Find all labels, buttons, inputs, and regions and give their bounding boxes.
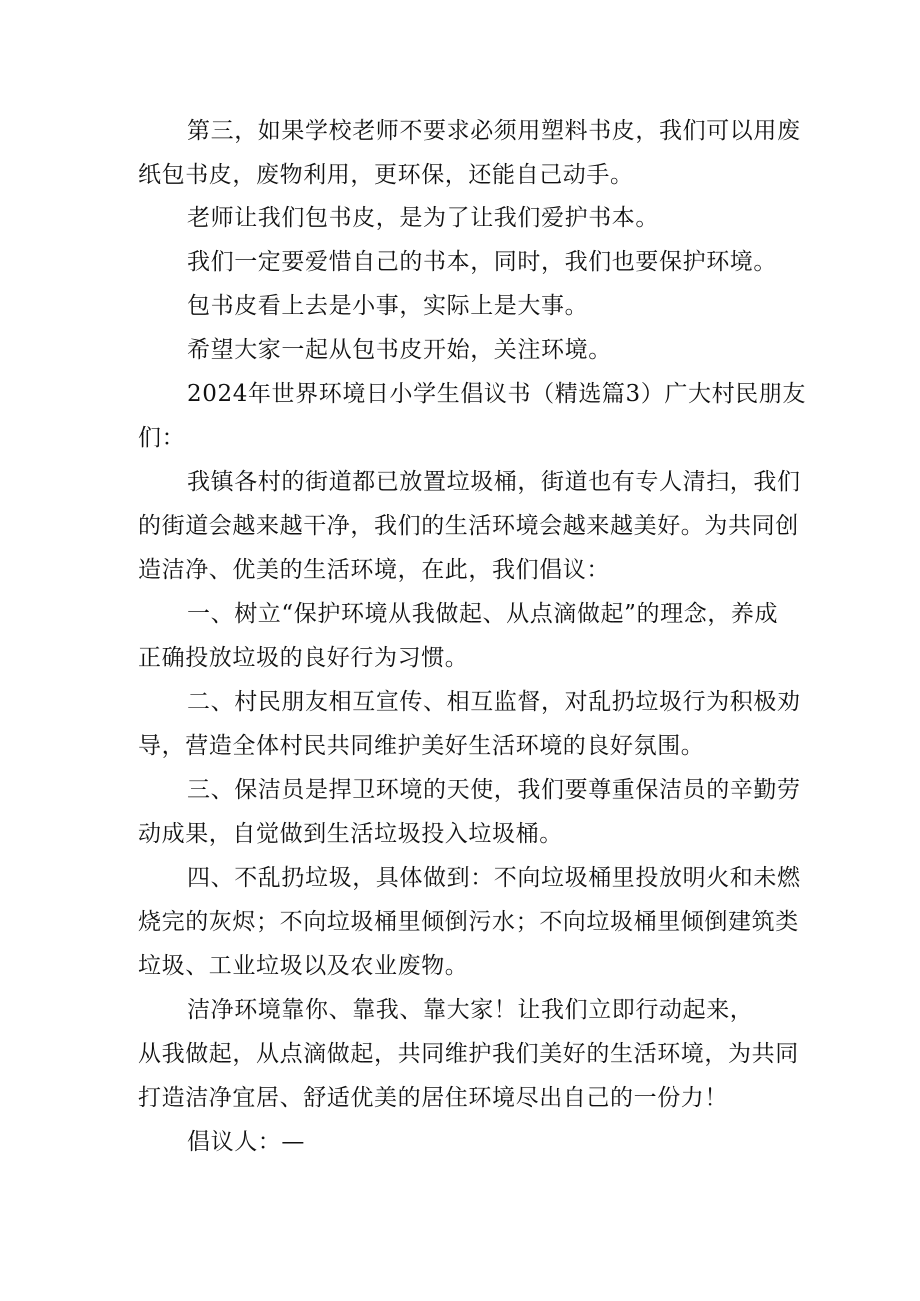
text-line: 三、保洁员是捍卫环境的天使，我们要尊重保洁员的辛勤劳: [187, 777, 801, 803]
text-line: 我们一定要爱惜自己的书本，同时，我们也要保护环境。: [187, 249, 777, 275]
text-line: 二、村民朋友相互宣传、相互监督，对乱扔垃圾行为积极劝: [187, 689, 801, 715]
text-line: 烧完的灰烬；不向垃圾桶里倾倒污水；不向垃圾桶里倾倒建筑类: [138, 909, 799, 935]
text-line: 四、不乱扔垃圾，具体做到：不向垃圾桶里投放明火和未燃: [187, 865, 801, 891]
text-line: 动成果，自觉做到生活垃圾投入垃圾桶。: [138, 821, 563, 847]
text-line: 老师让我们包书皮，是为了让我们爱护书本。: [187, 205, 659, 231]
text-line: 的街道会越来越干净，我们的生活环境会越来越美好。为共同创: [138, 513, 799, 539]
text-line: 一、树立“保护环境从我做起、从点滴做起”的理念，养成: [187, 601, 779, 627]
text-line: 造洁净、优美的生活环境，在此，我们倡议：: [138, 557, 610, 583]
text-line: 导，营造全体村民共同维护美好生活环境的良好氛围。: [138, 733, 705, 759]
text-line: 希望大家一起从包书皮开始，关注环境。: [187, 337, 612, 363]
text-line: 纸包书皮，废物利用，更环保，还能自己动手。: [138, 162, 634, 188]
text-line: 第三，如果学校老师不要求必须用塑料书皮，我们可以用废: [187, 118, 801, 144]
text-line: 我镇各村的街道都已放置垃圾桶，街道也有专人清扫，我们: [187, 469, 801, 495]
text-line: 打造洁净宜居、舒适优美的居住环境尽出自己的一份力！: [138, 1085, 728, 1111]
text-line: 从我做起，从点滴做起，共同维护我们美好的生活环境，为共同: [138, 1041, 799, 1067]
text-line: 洁净环境靠你、靠我、靠大家！让我们立即行动起来，: [187, 997, 754, 1023]
text-line: 们：: [138, 425, 186, 451]
text-line: 垃圾、工业垃圾以及农业废物。: [138, 953, 469, 979]
text-line: 2024年世界环境日小学生倡议书（精选篇3）广大村民朋友: [187, 381, 806, 407]
signature-line: 倡议人：—: [187, 1129, 305, 1155]
text-line: 正确投放垃圾的良好行为习惯。: [138, 645, 469, 671]
text-line: 包书皮看上去是小事，实际上是大事。: [187, 293, 589, 319]
